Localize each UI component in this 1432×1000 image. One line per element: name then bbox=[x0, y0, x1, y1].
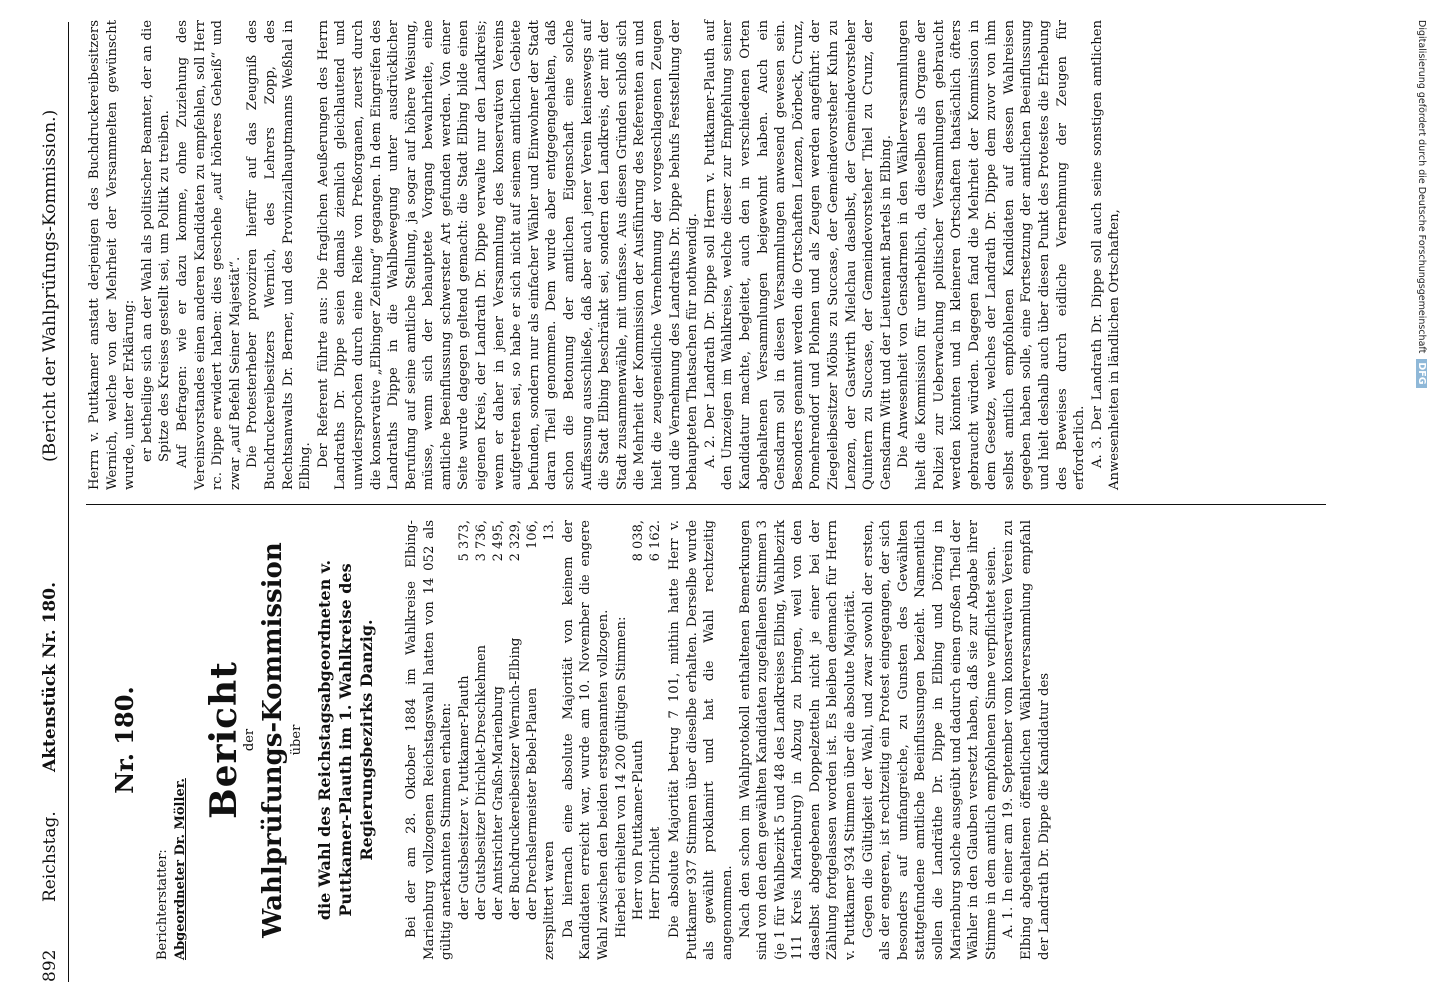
dfg-stamp-text: Digitalisierung gefördert durch die Deutsche Forschungsgemeinschaft bbox=[1416, 20, 1427, 354]
vote-row bbox=[647, 520, 664, 960]
paragraph: Herrn v. Puttkamer anstatt derjenigen des Buchdruckereibesitzers Wernich, welche von der Mehrheit der Versammelten gewünscht wurde, unter der Erklärung: bbox=[87, 20, 138, 490]
first-vote-table bbox=[456, 520, 558, 960]
berichter-label: Berichterstatter: bbox=[154, 849, 170, 960]
vote-label: der Amtsrichter Graßn-Marienburg bbox=[490, 686, 506, 920]
commission-name: Wahlprüfungs-Kommission bbox=[257, 542, 288, 938]
document-number: Nr. 180. bbox=[110, 686, 139, 794]
vote-label: der Gutsbesitzer v. Puttkamer-Plauth bbox=[456, 675, 472, 920]
vote-row bbox=[507, 520, 524, 960]
vote-row bbox=[490, 520, 507, 960]
vote-value: 3 736, bbox=[473, 520, 489, 562]
left-column bbox=[86, 520, 1053, 960]
paragraph: Die Protesterheber provoziren hierfür auf das Zeugniß des Buchdruckereibesitzers Wernich, des Lehrers Zopp, des Rechtsanwalts Dr. Berner, und des Provinzialhauptmanns Weßhal in Elbing. bbox=[245, 20, 314, 490]
vote-label: zersplittert waren bbox=[541, 841, 557, 960]
quotation: er betheilige sich an der Wahl als politischer Beamter, der an die Spitze des Kreises gestellt sei, um Politik zu treiben. bbox=[139, 20, 173, 462]
title-der: der bbox=[242, 728, 258, 752]
title-ueber: über bbox=[289, 724, 305, 756]
berichterstatter bbox=[154, 520, 190, 960]
paragraph: Gegen die Gültigkeit der Wahl, und zwar sowohl der ersten, als der engeren, ist rechtzeitig ein Protest eingegangen, der sich besonders auf umfangreiche, zu Gunsten des Gewählten stattgefundene amtliche Beeinflussungen bezieht. Namentlich sollen die Landräthe Dr. Dippe in Elbing und Döring in Marienburg solche ausgeübt und dadurch einen großen Theil der Wähler in den Glauben versetzt haben, daß sie zur Abgabe ihrer Stimme in dem amtlich empfohlenen Sinne verpflichtet seien. bbox=[860, 520, 999, 960]
runoff-vote-table bbox=[630, 520, 664, 960]
vote-label: Herr Dirichlet bbox=[648, 826, 664, 920]
paragraph: A. 2. Der Landrath Dr. Dippe soll Herrn v. Puttkamer-Plauth auf den Umzeigen im Wahlkreise, welche dieser zur Empfehlung seiner Kandidatur machte, begleitet, auch den in verschiedenen Orten abgehaltenen Versammlungen beigewohnt haben. Auch ein Gensdarm soll in diesen Versammlungen anwesend gewesen sein. Besonders genannt werden die Ortschaften Lenzen, Dörbeck, Crunz, Pomehrendorf und Plohnen und als Zeugen werden angeführt: der Ziegeleibesitzer Möbus zu Succase, der Gemeindevorsteher Kuhn zu Lenzen, der Gastwirth Mielchau daselbst, der Gemeindevorsteher Quintern zu Succase, der Gemeindevorsteher Thiel zu Crunz, der Gensdarm Witt und der Lieutenant Bartels in Elbing. bbox=[702, 20, 894, 490]
paragraph: Der Referent führte aus: Die fraglichen Aeußerungen des Herrn Landraths Dr. Dippe seien damals ziemlich gleichlautend und unwidersprochen durch eine Reihe von Preßorganen, zuerst durch die konservative „Elbinger Zeitung“ gegangen. In dem Eingreifen des Landraths Dippe in die Wahlbewegung unter ausdrücklicher Berufung auf seine amtliche Stellung, ja sogar auf höhere Weisung, müsse, wenn sich der behauptete Vorgang bewahrheite, eine amtliche Beeinflussung schwerster Art gefunden werden. Von einer Seite wurde dagegen geltend gemacht: die Stadt Elbing bilde einen eigenen Kreis, der Landrath Dr. Dippe verwalte nur den Landkreis; wenn er daher in jener Versammlung des konservativen Vereins aufgetreten sei, so habe er sich nicht auf seinem amtlichen Gebiete befunden, sondern nur als einfacher Wähler und Einwohner der Stadt daran Theil genommen. Dem wurde aber entgegengehalten, daß schon die Betonung der amtlichen Eigenschaft eine solche Auffassung ausschließe, daß aber auch jener Verein keineswegs auf die Stadt Elbing beschränkt sei, sondern den Landkreis, der mit der Stadt zusammenwähle, mit umfasse. Aus diesen Gründen schloß sich die Mehrheit der Kommission der Ausführung des Referenten an und hielt die zeugeneidliche Vernehmung der vorgeschlagenen Zeugen und die Vernehmung des Landraths Dr. Dippe behufs Feststellung der behaupteten Thatsachen für nothwendig. bbox=[315, 20, 701, 490]
header-rule bbox=[68, 22, 69, 982]
vote-value: 13. bbox=[541, 520, 557, 541]
paragraph: Die Anwesenheit von Gensdarmen in den Wählerversammlungen hielt die Kommission für unerheblich, da dieselben als Organe der Polizei zur Ueberwachung politischer Versammlungen gebraucht werden könnten und in kleineren Ortschaften thatsächlich öfters gebraucht würden. Dagegen fand die Mehrheit der Kommission in dem Gesetze, welches der Landrath Dr. Dippe dem zuvor von ihm selbst amtlich empfohlenen Kandidaten auf dessen Wahlreisen gegeben haben solle, eine Fortsetzung der amtlichen Beeinflussung und hielt deshalb auch über diesen Punkt des Protestes die Erhebung des Beweises durch eidliche Vernehmung der Zeugen für erforderlich. bbox=[896, 20, 1088, 490]
vote-value: 6 162. bbox=[648, 520, 664, 562]
paragraph: A. 1. In einer am 19. September vom konservativen Verein zu Elbing abgehaltenen öffentlichen Wählerversammlung empfahl der Landrath Dr. Dippe die Kandidatur des bbox=[1001, 520, 1052, 960]
dfg-funding-stamp bbox=[1412, 20, 1430, 840]
paragraph: Nach den schon im Wahlprotokoll enthaltenen Bemerkungen sind von den dem gewählten Kandidaten zugefallenen Stimmen 3 (je 1 für Wahlbezirk 5 und 48 des Landkreises Elbing, Wahlbezirk 111 Kreis Marienburg) in Abzug zu bringen, weil von den daselbst abgegebenen Doppelzetteln nicht je einer bei der Zählung fortgelassen worden ist. Es bleiben demnach für Herrn v. Puttkamer 934 Stimmen über die absolute Majorität. bbox=[737, 520, 859, 960]
vote-row bbox=[630, 520, 647, 960]
header-center: Aktenstück Nr. 180. bbox=[40, 581, 60, 772]
report-title: Bericht bbox=[202, 661, 245, 819]
header-right: (Bericht der Wahlprüfungs-Kommission.) bbox=[40, 109, 60, 462]
vote-value: 5 373, bbox=[456, 520, 472, 562]
running-header bbox=[40, 22, 66, 982]
paragraph: Bei der am 28. Oktober 1884 im Wahlkreise Elbing-Marienburg vollzogenen Reichstagswahl hatten von 14 052 als gültig anerkannten Stimmen erhalten: bbox=[403, 520, 455, 960]
vote-value: 2 495, bbox=[490, 520, 506, 562]
dfg-logo: DFG bbox=[1416, 359, 1427, 387]
paragraph: Hierbei erhielten von 14 200 gültigen Stimmen: bbox=[613, 616, 629, 938]
vote-row bbox=[541, 520, 558, 960]
header-left: Reichstag. bbox=[40, 811, 60, 902]
page-number: 892 bbox=[40, 949, 60, 982]
vote-label: der Buchdruckereibesitzer Wernich-Elbing bbox=[507, 637, 523, 920]
vote-row bbox=[473, 520, 490, 960]
vote-value: 106, bbox=[524, 520, 540, 549]
paragraph: Da hiernach eine absolute Majorität von keinem der Kandidaten erreicht war, wurde am 10. November die engere Wahl zwischen den beiden erstgenannten vollzogen. bbox=[560, 520, 611, 960]
right-column bbox=[86, 20, 1124, 490]
paragraph: A. 3. Der Landrath Dr. Dippe soll auch seine sonstigen amtlichen Anwesenheiten in ländlichen Ortschaften, bbox=[1089, 20, 1123, 490]
berichter-name: Abgeordneter Dr. Möller. bbox=[172, 778, 188, 960]
vote-row bbox=[456, 520, 473, 960]
vote-label: der Drechslermeister Bebel-Plauen bbox=[524, 687, 540, 920]
vote-value: 2 329, bbox=[507, 520, 523, 562]
column-divider bbox=[86, 504, 1326, 505]
paragraph: Auf Befragen: wie er dazu komme, ohne Zuziehung des Vereinsvorstandes einen anderen Kandidaten zu empfehlen, soll Herr rc. Dippe erwidert haben: dies geschehe „auf höheres Geheiß“ und zwar „auf Befehl Seiner Majestät“. bbox=[174, 20, 243, 490]
paragraph: Die absolute Majorität betrug 7 101, mithin hatte Herr v. Puttkamer 937 Stimmen über dieselbe erhalten. Derselbe wurde als gewählt proklamirt und hat die Wahl rechtzeitig angenommen. bbox=[667, 520, 735, 960]
vote-label: Herr von Puttkamer-Plauth bbox=[631, 740, 647, 920]
vote-value: 8 038, bbox=[631, 520, 647, 562]
vote-row bbox=[524, 520, 541, 960]
vote-label: der Gutsbesitzer Dirichlet-Dreschkehmen bbox=[473, 644, 489, 920]
election-subject: die Wahl des Reichstagsabgeordneten v. Puttkamer-Plauth im 1. Wahlkreise des Regierungsbezirks Danzig. bbox=[314, 559, 376, 921]
